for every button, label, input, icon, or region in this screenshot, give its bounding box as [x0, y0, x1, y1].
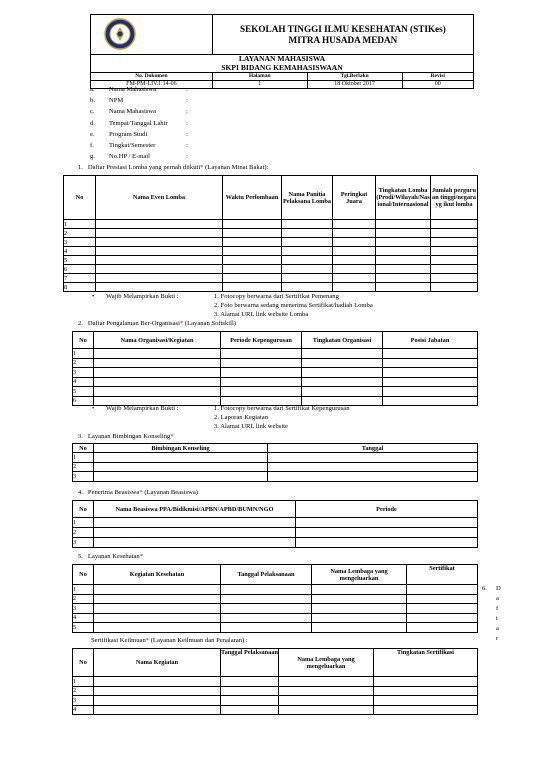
health-table — [72, 564, 478, 633]
identity-colon: : — [186, 120, 188, 127]
row-number: 5 — [64, 256, 96, 265]
section-title-text: Daftar Prestasi Lomba yang pernah diikuti — [87, 164, 201, 171]
row-number: 8 — [64, 283, 96, 292]
row-number: 2 — [73, 594, 94, 604]
identity-label: Nama Mahasiswa — [109, 86, 157, 93]
row-number: 1 — [73, 453, 94, 463]
section-number: 1. — [78, 164, 83, 171]
requirement-label: Wajib Melampirkan Bukti : — [106, 293, 179, 300]
row-number: 1 — [73, 677, 94, 687]
doc-no-header: No. Dokumen — [91, 73, 213, 81]
requirement-item: 2. Laporan Kegiatan — [214, 414, 269, 421]
col-header: No — [73, 444, 94, 453]
col-header: Tanggal — [268, 444, 478, 453]
section-hint: (Layanan Minat Bakat): — [205, 164, 269, 171]
section-number: 3. — [78, 433, 83, 440]
section-1-title — [78, 164, 268, 172]
side-letter: f — [496, 605, 499, 612]
identity-letter: f. — [90, 142, 94, 149]
col-header: Nama Lembaga yang mengeluarkan — [279, 649, 374, 677]
col-header: Kegiatan Kesehatan — [94, 565, 221, 585]
identity-colon: : — [186, 142, 188, 149]
row-number: 4 — [73, 377, 94, 387]
requirement-item: 3. Alamat URL link website — [214, 423, 288, 430]
requirement-label: Wajib Melampirkan Bukti : — [106, 405, 179, 412]
side-letter: a — [496, 595, 499, 602]
col-header: No — [64, 176, 96, 220]
counseling-table — [72, 443, 478, 482]
row-number: 3 — [73, 368, 94, 378]
row-number: 3 — [73, 472, 94, 482]
required-star: * — [139, 489, 143, 496]
col-header: Periode — [296, 501, 478, 518]
row-number: 1 — [64, 220, 96, 229]
row-number: 4 — [73, 613, 94, 623]
col-header: Periode Kepengurusan — [221, 332, 302, 349]
col-header: Waktu Perlombaan — [223, 176, 282, 220]
col-header: Tanggal Pelaksanaan — [221, 565, 312, 585]
section-hint: (Layanan Keilmuan dan Penalaran) : — [150, 637, 248, 644]
doc-no-value: FM-PM-LIV.1.14-06 — [91, 81, 213, 89]
row-number: 3 — [73, 604, 94, 614]
col-header: Sertifikat — [407, 565, 478, 585]
col-header: Tingkatan Lomba (Prodi/Wilayah/Nasional/Internasional — [376, 176, 431, 220]
scholarship-table — [72, 500, 478, 548]
section-title-text: Daftar Pengalaman Ber-Organisasi — [87, 320, 180, 327]
identity-letter: d. — [90, 120, 95, 127]
row-number: 6 — [64, 265, 96, 274]
identity-label: No.HP / E-mail — [109, 153, 150, 160]
col-header: Tingkatan Sertifikasi — [374, 649, 478, 677]
bullet-icon: • — [92, 293, 95, 300]
identity-letter: a. — [90, 86, 95, 93]
organization-table — [72, 331, 478, 406]
section-6-title — [91, 637, 248, 645]
row-number: 2 — [73, 528, 94, 538]
section-number: 5. — [78, 553, 83, 560]
row-number: 7 — [64, 274, 96, 283]
side-letter: r — [496, 635, 499, 642]
col-header: Nama Kegiatan — [94, 649, 221, 677]
side-letter: t — [496, 615, 498, 622]
section-number: 2. — [78, 320, 83, 327]
requirement-item: 1. Fotocopy berwarna dari Sertifikat Pemenang — [214, 293, 339, 300]
identity-colon: : — [186, 86, 188, 93]
row-number: 1 — [73, 349, 94, 359]
required-star: * — [170, 433, 174, 440]
row-number: 4 — [64, 247, 96, 256]
identity-colon: : — [186, 97, 188, 104]
identity-letter: e. — [90, 131, 95, 138]
row-number: 2 — [73, 462, 94, 472]
row-number: 1 — [73, 518, 94, 528]
identity-colon: : — [186, 131, 188, 138]
section-title-text: Layanan Bimbingan Konseling — [87, 433, 171, 440]
required-star: * — [139, 553, 144, 560]
achievement-table — [63, 175, 478, 292]
identity-colon: : — [186, 153, 188, 160]
row-number: 5 — [73, 387, 94, 397]
page-value: 1 — [212, 81, 307, 89]
section-2-title — [78, 320, 236, 328]
side-letter: a — [496, 625, 499, 632]
row-number: 6 — [73, 396, 94, 406]
col-header: Nama Beasiswa PPA/Bidikmisi/APBN/APBD/BUMN/NGO — [94, 501, 296, 518]
section-title-text: Layanan Kesehatan — [87, 553, 140, 560]
row-number: 2 — [64, 229, 96, 238]
col-header: Bimbingan Konseling — [94, 444, 268, 453]
identity-label: Tempat/Tanggal Lahir — [109, 120, 168, 127]
identity-letter: c. — [90, 108, 95, 115]
required-star: * — [145, 637, 150, 644]
identity-label: Program Studi — [109, 131, 148, 138]
requirement-item: 1. Fotocopy berwarna dari Sertifikat Kepengurusan — [214, 405, 350, 412]
section-title-text: Penerima Beasiswa — [87, 489, 140, 496]
col-header: No — [73, 649, 94, 677]
col-header: Jumlah perguruan tinggi/negara yg ikut lomba — [431, 176, 478, 220]
institution-subname: MITRA HUSADA MEDAN — [288, 34, 398, 45]
col-header: No — [73, 332, 94, 349]
requirement-item: 2. Foto berwarna sedang menerima Sertifikat/hadiah Lomba — [214, 302, 373, 309]
col-header: Nama Lembaga yang mengeluarkan — [312, 565, 407, 585]
section-3-title — [78, 433, 174, 441]
section-5-title — [78, 553, 143, 561]
required-star: * — [179, 320, 184, 327]
requirement-item: 3. Alamat URL link website Lomba — [214, 311, 309, 318]
section-hint: (Layanan Softskill) — [184, 320, 236, 327]
identity-colon: : — [186, 108, 188, 115]
identity-label: Tingkat/Semester — [109, 142, 156, 149]
section-4-title — [78, 489, 198, 497]
col-header: Nama Organisasi/Kegiatan — [94, 332, 221, 349]
col-header: Posisi Jabatan — [383, 332, 478, 349]
section-number: 4. — [78, 489, 83, 496]
identity-letter: g. — [90, 153, 95, 160]
row-number: 4 — [73, 705, 94, 715]
row-number: 2 — [73, 686, 94, 696]
required-star: * — [200, 164, 204, 171]
col-header: Nama Even Lomba — [96, 176, 223, 220]
col-header: No — [73, 501, 94, 518]
page-header: Halaman — [212, 73, 307, 81]
identity-letter: b. — [90, 97, 95, 104]
header-table — [90, 14, 474, 89]
bullet-icon: • — [92, 405, 95, 412]
section-number: 6. — [482, 585, 487, 592]
row-number: 3 — [73, 696, 94, 706]
service-title: LAYANAN MAHASISWA — [238, 54, 326, 63]
section-hint: (Layanan Beasiswa) — [144, 489, 198, 496]
row-number: 1 — [73, 585, 94, 595]
identity-label: NPM — [109, 97, 124, 104]
row-number: 2 — [73, 358, 94, 368]
side-letter: D — [496, 585, 501, 592]
service-subtitle: SKPI BIDANG KEMAHASISWAAN — [221, 62, 343, 72]
col-header: Tingkatan Organisasi — [302, 332, 383, 349]
col-header: Tanggal Pelaksanaan — [221, 649, 279, 677]
col-header: No — [73, 565, 94, 585]
row-number: 5 — [73, 623, 94, 633]
row-number: 3 — [73, 538, 94, 548]
row-number: 3 — [64, 238, 96, 247]
revision-value: 00 — [402, 81, 473, 89]
revision-header: Revisi — [402, 73, 473, 81]
valid-date-header: Tgl.Berlaku — [307, 73, 402, 81]
col-header: Nama Panitia Pelaksana Lomba — [282, 176, 333, 220]
section-title-text: Sertifikasi Keilmuan — [91, 637, 146, 644]
identity-label: Nama Mahasiswa — [109, 108, 157, 115]
col-header: Peringkat Juara — [333, 176, 376, 220]
institution-name: SEKOLAH TINGGI ILMU KESEHATAN (STIKes) — [240, 23, 446, 34]
valid-date-value: 18 Oktober 2017 — [307, 81, 402, 89]
certification-table — [72, 648, 478, 715]
